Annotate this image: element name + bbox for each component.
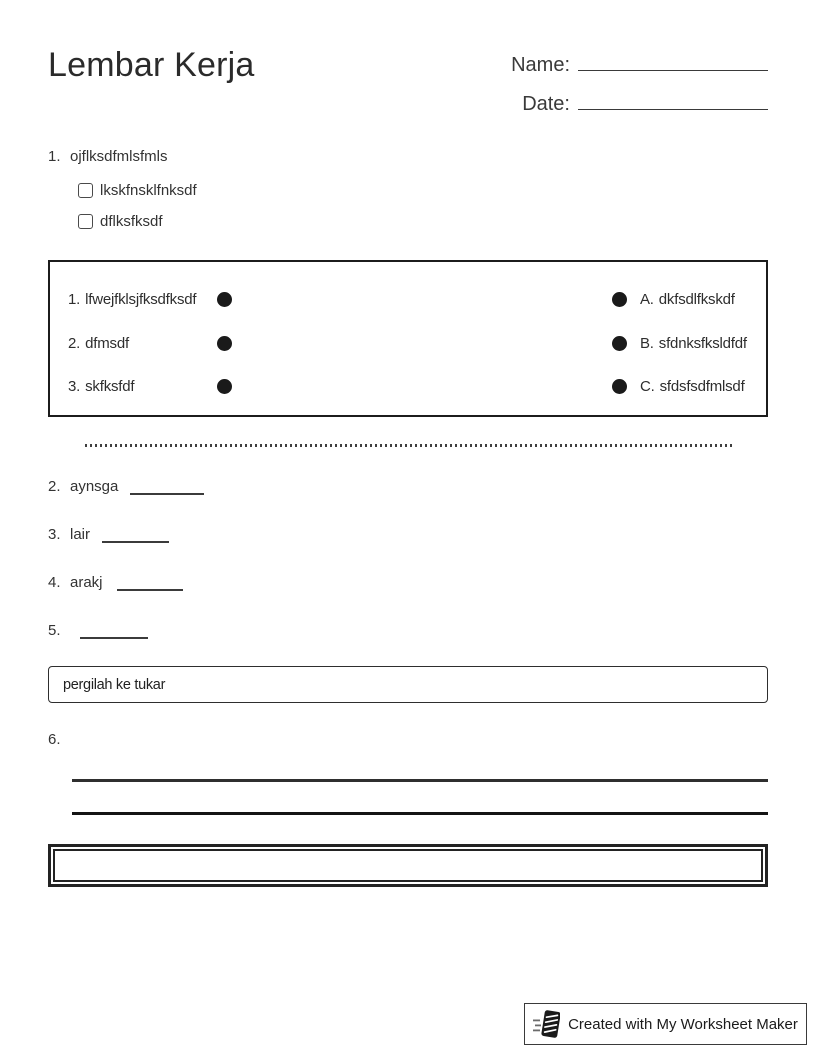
question-1-text: ojflksdfmlsfmls — [70, 148, 168, 165]
name-label: Name: — [511, 54, 570, 76]
question-3-number: 3. — [48, 526, 61, 543]
matching-row — [50, 328, 766, 358]
name-blank-line — [578, 50, 768, 71]
matching-right-text: sfdnksfksldfdf — [658, 334, 747, 352]
question-1-option-1 — [78, 182, 197, 199]
question-2-word: aynsga — [70, 478, 119, 495]
footer-credit-badge[interactable] — [524, 1003, 807, 1045]
answer-blank — [80, 626, 148, 639]
question-5 — [48, 622, 148, 639]
page-title: Lembar Kerja — [48, 46, 255, 84]
matching-right-dot[interactable] — [612, 379, 627, 394]
answer-blank — [102, 530, 169, 543]
matching-left-dot[interactable] — [217, 292, 232, 307]
question-6 — [48, 731, 70, 748]
name-date-block — [511, 50, 768, 116]
date-blank-line — [578, 89, 768, 110]
matching-left-text: skfksfdf — [85, 377, 135, 395]
checkbox-label: lkskfnsklfnksdf — [100, 182, 197, 199]
question-5-number: 5. — [48, 622, 61, 639]
matching-left-number: 3. — [68, 377, 81, 395]
answer-box — [48, 844, 768, 887]
question-6-number: 6. — [48, 731, 61, 748]
name-row — [511, 50, 768, 77]
dotted-separator — [85, 444, 733, 447]
matching-left-number: 2. — [68, 334, 81, 352]
date-label: Date: — [522, 93, 570, 115]
matching-right-text: sfdsfsdfmlsdf — [659, 377, 745, 395]
prompt-box — [48, 666, 768, 703]
question-1-option-2 — [78, 213, 163, 230]
matching-right-item — [640, 284, 735, 314]
matching-row — [50, 284, 766, 314]
question-1-number: 1. — [48, 148, 61, 165]
answer-box-inner — [53, 849, 763, 882]
matching-right-item — [640, 328, 747, 358]
checkbox-label: dflksfksdf — [100, 213, 163, 230]
matching-row — [50, 371, 766, 401]
matching-right-text: dkfsdlfkskdf — [658, 290, 735, 308]
checkbox-icon[interactable] — [78, 214, 93, 229]
matching-left-item — [68, 328, 129, 358]
matching-left-item — [68, 284, 196, 314]
question-2-number: 2. — [48, 478, 61, 495]
question-4-number: 4. — [48, 574, 61, 591]
matching-right-dot[interactable] — [612, 336, 627, 351]
matching-exercise-box — [48, 260, 768, 417]
writing-line — [72, 812, 768, 815]
matching-left-dot[interactable] — [217, 336, 232, 351]
question-3-word: lair — [70, 526, 91, 543]
worksheet-maker-logo-icon — [533, 1009, 560, 1039]
matching-left-number: 1. — [68, 290, 81, 308]
matching-right-letter: B. — [640, 334, 654, 352]
matching-left-text: dfmsdf — [85, 334, 129, 352]
matching-right-letter: C. — [640, 377, 655, 395]
question-3 — [48, 526, 169, 543]
question-4-word: arakj — [70, 574, 103, 591]
matching-right-item — [640, 371, 745, 401]
question-4 — [48, 574, 183, 591]
answer-blank — [130, 482, 204, 495]
matching-right-letter: A. — [640, 290, 654, 308]
matching-right-dot[interactable] — [612, 292, 627, 307]
answer-blank — [117, 578, 183, 591]
prompt-box-text: pergilah ke tukar — [63, 676, 166, 693]
date-row — [511, 89, 768, 116]
matching-left-item — [68, 371, 134, 401]
matching-left-dot[interactable] — [217, 379, 232, 394]
footer-credit-text: Created with My Worksheet Maker — [568, 1015, 798, 1033]
question-1 — [48, 148, 168, 165]
matching-left-text: lfwejfklsjfksdfksdf — [85, 290, 197, 308]
checkbox-icon[interactable] — [78, 183, 93, 198]
question-2 — [48, 478, 204, 495]
writing-line — [72, 779, 768, 782]
